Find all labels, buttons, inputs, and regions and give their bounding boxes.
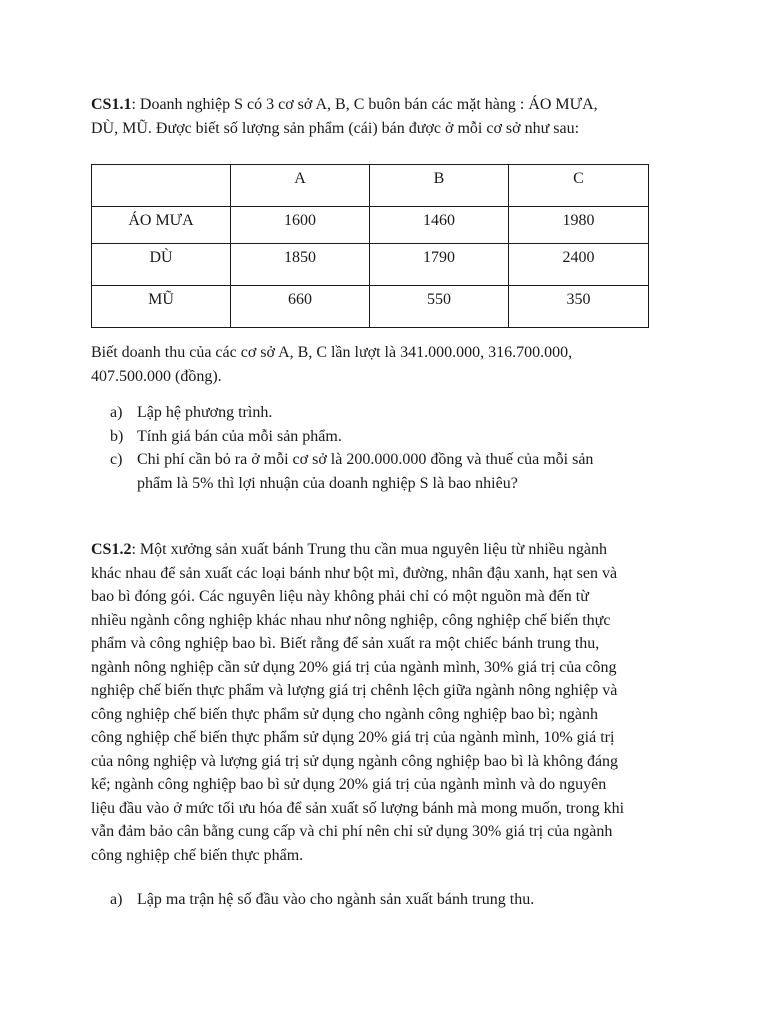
cs12-label: CS1.2 bbox=[91, 541, 132, 558]
cs12-body-line: liệu đầu vào ở mức tối ưu hóa để sản xuất số lượng bánh mà mong muốn, trong khi bbox=[91, 799, 625, 817]
table-header-row bbox=[92, 165, 649, 207]
table-cell: 2400 bbox=[509, 244, 649, 286]
list-item bbox=[110, 888, 690, 912]
list-marker: a) bbox=[110, 891, 123, 908]
table-cell: 350 bbox=[509, 286, 649, 328]
list-item-text: Tính giá bán của mỗi sản phẩm. bbox=[137, 427, 342, 445]
sales-quantity-table bbox=[91, 164, 649, 328]
table-header-cell: B bbox=[370, 165, 509, 207]
list-marker: c) bbox=[110, 451, 123, 468]
cs12-body-line: nghiệp chế biến thực phẩm và lượng giá trị chênh lệch giữa ngành nông nghiệp và bbox=[91, 682, 618, 699]
cs12-question-list bbox=[110, 888, 690, 912]
table-cell: 1600 bbox=[231, 207, 370, 244]
cs11-intro bbox=[91, 93, 691, 140]
table-cell: 1980 bbox=[509, 207, 649, 244]
cs11-revenue-line: Biết doanh thu của các cơ sở A, B, C lần lượt là 341.000.000, 316.700.000, bbox=[91, 344, 573, 361]
table-header-cell: A bbox=[231, 165, 370, 207]
table-header-cell: C bbox=[509, 165, 649, 207]
list-item bbox=[110, 448, 690, 495]
table-row-label: MŨ bbox=[92, 286, 231, 328]
list-item-text: phẩm là 5% thì lợi nhuận của doanh nghiệp S là bao nhiêu? bbox=[137, 474, 518, 492]
cs12-body-line: phẩm và công nghiệp bao bì. Biết rằng để sản xuất ra một chiếc bánh trung thu, bbox=[91, 635, 600, 652]
list-item-text: Lập hệ phương trình. bbox=[137, 404, 273, 421]
list-marker: a) bbox=[110, 404, 123, 421]
cs12-body-line: công nghiệp chế biến thực phẩm sử dụng 20% giá trị của ngành mình, 10% giá trị bbox=[91, 729, 615, 746]
table-row-label: DÙ bbox=[92, 244, 231, 286]
cs11-revenue bbox=[91, 341, 691, 388]
table-row-label: ÁO MƯA bbox=[92, 207, 231, 244]
cs11-revenue-line: 407.500.000 (đồng). bbox=[91, 367, 222, 385]
cs12-body-line: của nông nghiệp và lượng giá trị sử dụng ngành công nghiệp bao bì là không đáng bbox=[91, 752, 619, 770]
list-item-text: Lập ma trận hệ số đầu vào cho ngành sản xuất bánh trung thu. bbox=[137, 891, 535, 908]
table-cell: 1850 bbox=[231, 244, 370, 286]
cs12-body-line: ngành nông nghiệp cần sử dụng 20% giá trị của ngành mình, 30% giá trị của công bbox=[91, 658, 617, 676]
cs11-question-list bbox=[110, 401, 690, 495]
table-row bbox=[92, 207, 649, 244]
list-item bbox=[110, 401, 690, 425]
table-row bbox=[92, 244, 649, 286]
list-item bbox=[110, 425, 690, 449]
cs12-body-line: kể; ngành công nghiệp bao bì sử dụng 20% giá trị của ngành mình và do nguyên bbox=[91, 776, 607, 793]
list-marker: b) bbox=[110, 427, 124, 445]
cs11-intro-line: DÙ, MŨ. Được biết số lượng sản phẩm (cái) bán được ở mỗi cơ sở như sau: bbox=[91, 119, 580, 137]
table-cell: 660 bbox=[231, 286, 370, 328]
cs11-label: CS1.1 bbox=[91, 96, 132, 113]
cs12-body-line: công nghiệp chế biến thực phẩm sử dụng cho ngành công nghiệp bao bì; ngành bbox=[91, 705, 599, 723]
cs12-body-line: khác nhau để sản xuất các loại bánh như bột mì, đường, nhân đậu xanh, hạt sen và bbox=[91, 564, 618, 582]
list-item-text: Chi phí cần bỏ ra ở mỗi cơ sở là 200.000.000 đồng và thuế của mỗi sản bbox=[137, 451, 594, 468]
table-header-cell bbox=[92, 165, 231, 207]
table-cell: 1790 bbox=[370, 244, 509, 286]
cs11-intro-line: CS1.1: Doanh nghiệp S có 3 cơ sở A, B, C buôn bán các mặt hàng : ÁO MƯA, bbox=[91, 96, 598, 113]
cs12-body-line: CS1.2: Một xưởng sản xuất bánh Trung thu cần mua nguyên liệu từ nhiều ngành bbox=[91, 541, 607, 558]
cs12-body-line: vẫn đảm bảo cân bằng cung cấp và chi phí nên chỉ sử dụng 30% giá trị của ngành bbox=[91, 823, 613, 840]
table-row bbox=[92, 286, 649, 328]
cs12-body bbox=[91, 538, 691, 867]
table-cell: 1460 bbox=[370, 207, 509, 244]
cs12-body-line: bao bì đóng gói. Các nguyên liệu này không phải chỉ có một nguồn mà đến từ bbox=[91, 588, 589, 605]
table-cell: 550 bbox=[370, 286, 509, 328]
cs12-body-line: nhiều ngành công nghiệp khác nhau như nông nghiệp, công nghiệp chế biến thực bbox=[91, 611, 611, 629]
cs12-body-line: công nghiệp chế biến thực phẩm. bbox=[91, 846, 304, 864]
